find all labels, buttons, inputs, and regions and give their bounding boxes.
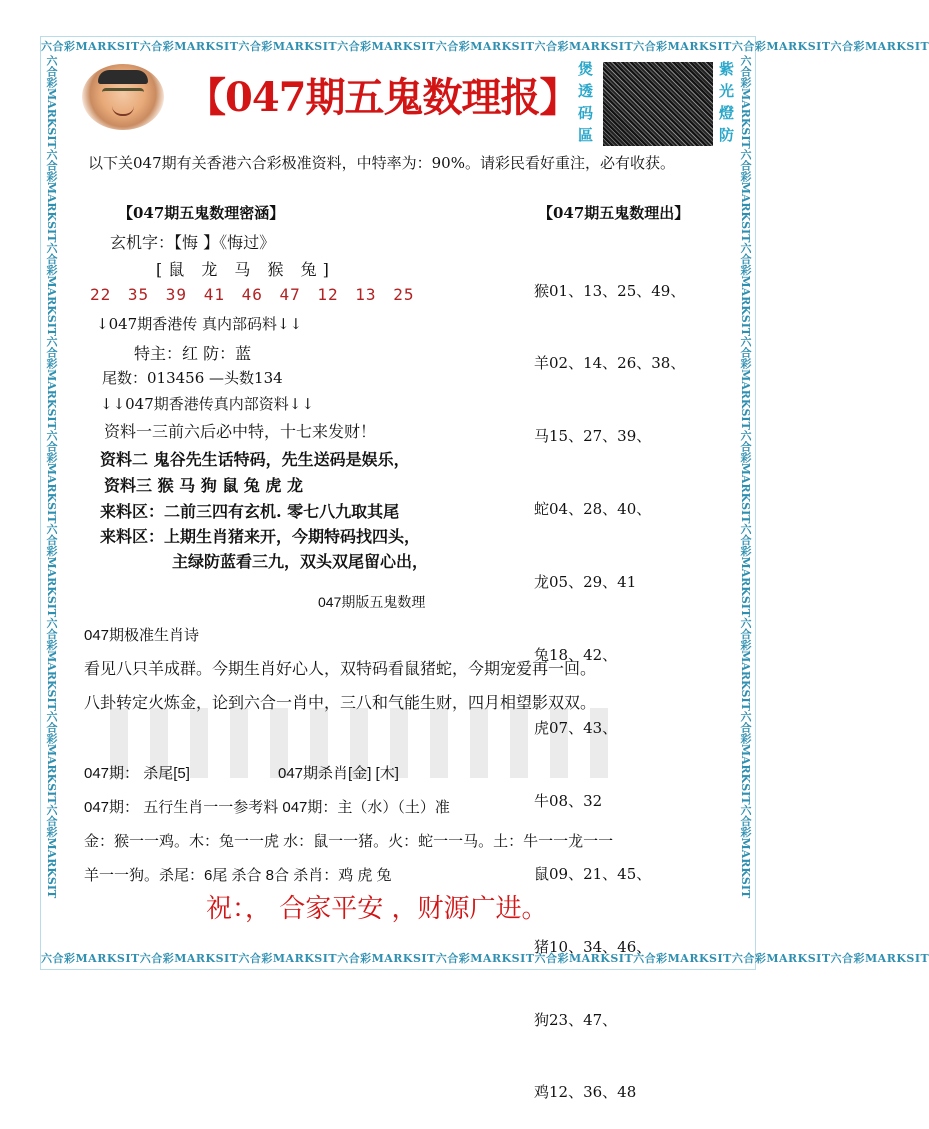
badge-left: 煲透码區 [578,60,594,144]
page-title: 【047期五鬼数理报】 [186,74,579,121]
numbers-line: 22 35 39 41 46 47 12 13 25 [90,285,415,304]
list-item: 牛08、32 [534,791,603,810]
data-line-2: 资料二 鬼谷先生话特码，先生送码是娱乐， [100,450,410,469]
avatar-hair [98,70,148,84]
list-item: 虎07、43、 [534,718,618,737]
wuxing-line-1: 047期： 五行生肖一一参考料 047期：主（水）（土）准 [84,799,450,816]
border-bottom-text: 六合彩MARKSIT六合彩MARKSIT六合彩MARKSIT六合彩MARKSIT六合彩MARKSIT六合彩MARKSIT六合彩MARKSIT六合彩MARKSIT六合彩MARKSIT [41,952,929,965]
avatar-glasses [102,88,144,101]
list-item: 狗23、47、 [534,1010,618,1029]
border-top-text: 六合彩MARKSIT六合彩MARKSIT六合彩MARKSIT六合彩MARKSIT六合彩MARKSIT六合彩MARKSIT六合彩MARKSIT六合彩MARKSIT六合彩MARKSIT [41,40,929,53]
xuanjizi-line: 玄机字：【悔 】《悔过》 [110,233,276,252]
list-item: 猪10、34、46、 [534,937,652,956]
list-item: 鸡12、36、48 [534,1083,637,1102]
data-line-1: 资料一三前六后必中特，十七来发财！ [104,422,377,441]
wuxing-line-3: 羊一一狗。杀尾：6尾 杀合 8合 杀肖：鸡 虎 兔 [84,867,392,884]
special-color-line: 特主：红 防：蓝 [134,344,252,363]
source-line-1: 来料区：二前三四有玄机. 零七八九取其尾 [100,502,400,521]
list-item: 兔18、42、 [534,646,618,665]
fax-line-2: ↓↓047期香港传真内部资料↓↓ [100,395,314,413]
fax-line-1: ↓047期香港传 真内部码料↓↓ [96,315,303,333]
intro-text: 以下关047期有关香港六合彩极准资料，中特率为：90%。请彩民看好重注，必有收获。 [88,154,675,172]
wuxing-line-2: 金：猴一一鸡。木：兔一一虎 水：鼠一一猪。火：蛇一一马。土：牛一一龙一一 [84,833,614,850]
list-item: 龙05、29、41 [534,573,637,592]
poem-line-1: 看见八只羊成群。今期生肖好心人，双特码看鼠猪蛇，今期宠爱再一回。 [84,661,597,678]
kill-zodiac-line: 047期杀肖[金] [木] [278,765,399,782]
source-line-2: 来料区：上期生肖猪来开，今期特码找四头， [100,527,421,546]
portrait-avatar [82,64,164,130]
left-section-title: 【047期五鬼数理密涵】 [118,204,285,222]
badge-right: 紫光燈防 [719,60,735,144]
avatar-smile [112,106,134,116]
data-line-3: 资料三 猴 马 狗 鼠 兔 虎 龙 [104,476,303,495]
border-left-text: 六合彩MARKSIT六合彩MARKSIT六合彩MARKSIT六合彩MARKSIT六合彩MARKSIT六合彩MARKSIT六合彩MARKSIT六合彩MARKSIT六合彩MARKSIT [45,55,58,899]
border-right-text: 六合彩MARKSIT六合彩MARKSIT六合彩MARKSIT六合彩MARKSIT六合彩MARKSIT六合彩MARKSIT六合彩MARKSIT六合彩MARKSIT六合彩MARKSIT [739,55,752,899]
source-line-3: 主绿防蓝看三九，双头双尾留心出， [172,552,429,571]
section-subtitle: 047期版五鬼数理 [318,594,426,610]
right-section-title: 【047期五鬼数理出】 [538,204,690,222]
poem-line-2: 八卦转定火炼金，论到六合一肖中，三八和气能生财，四月相望影双双。 [84,695,597,712]
list-item: 羊02、14、26、38、 [534,354,686,373]
blessing-line: 祝：， 合家平安 ，财源广进。 [206,894,548,924]
list-item: 鼠09、21、45、 [534,864,652,883]
kill-tail-line: 047期： 杀尾[5] [84,765,190,782]
animals-line: [鼠 龙 马 猴 兔] [156,260,335,279]
list-item: 蛇04、28、40、 [534,500,652,519]
tail-head-line: 尾数：013456 —头数134 [102,369,283,387]
poem-title: 047期极准生肖诗 [84,627,200,644]
list-item: 猴01、13、25、49、 [534,281,686,300]
zodiac-number-list [534,230,685,1129]
list-item: 马15、27、39、 [534,427,652,446]
qr-code-icon [603,62,713,146]
